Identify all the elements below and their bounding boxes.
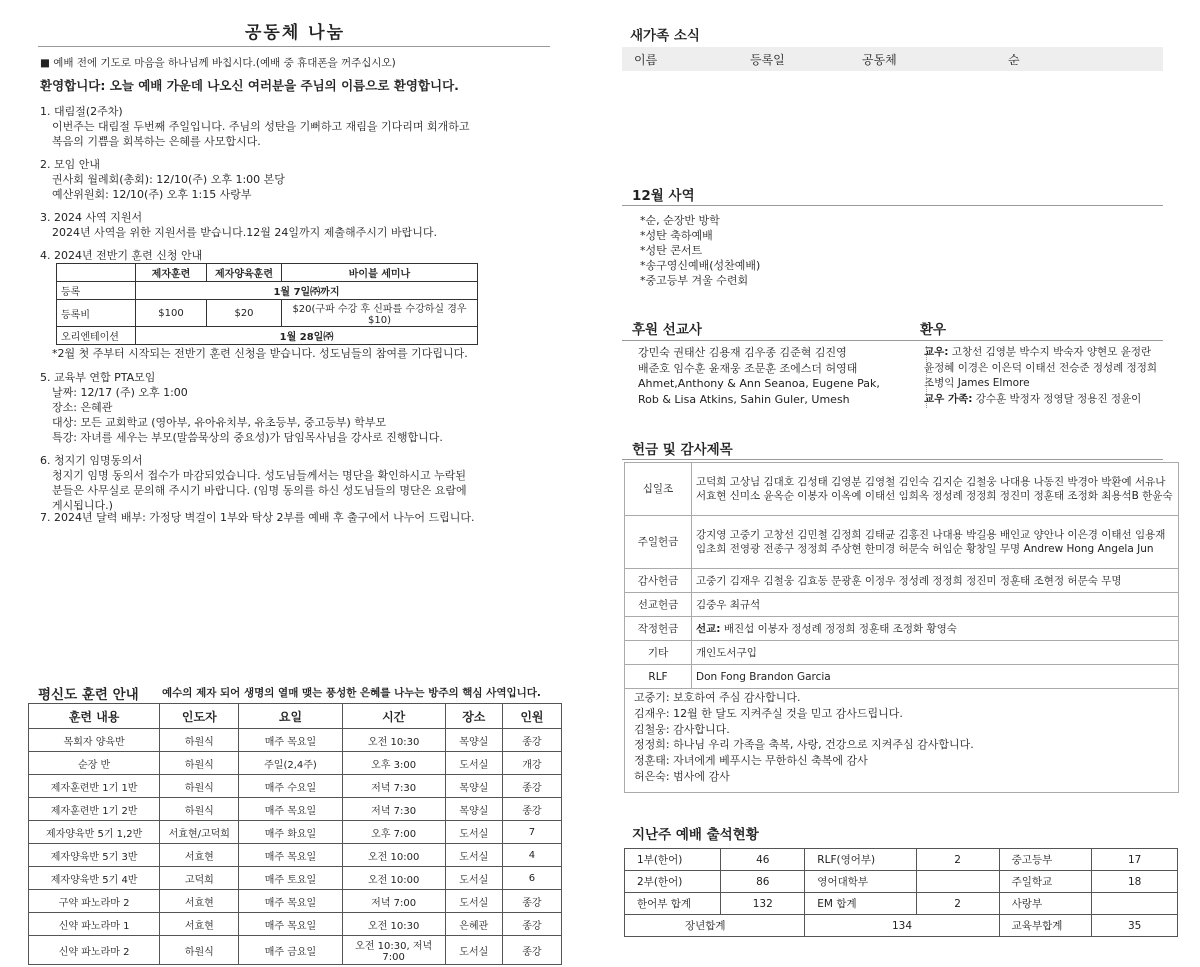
intro-note: ■ 예배 전에 기도로 마음을 하나님께 바칩시다.(예배 중 휴대폰을 꺼주십시오) <box>40 57 396 69</box>
thanks-line: 김철웅: 감사합니다. <box>634 722 730 736</box>
table-row <box>625 849 1178 871</box>
table-cell: 목양실 <box>445 775 502 798</box>
table-cell: 매주 목요일 <box>239 798 342 821</box>
offering-text: 배진섭 이봉자 정성례 정정희 정훈태 조정화 황영숙 <box>720 622 957 635</box>
offering-label: 감사헌금 <box>625 569 692 593</box>
list-item: 배준호 임수훈 윤재웅 조문훈 조에스더 허영태 <box>638 361 858 375</box>
announcement-item <box>40 370 580 445</box>
announcement-line: 대상: 모든 교회학교 (영아부, 유아유치부, 유초등부, 중고등부) 학부모 <box>52 416 387 429</box>
announcement-list <box>40 104 580 271</box>
table-row <box>29 729 562 752</box>
table-cell: 교육부합계 <box>999 915 1092 937</box>
table-cell: 종강 <box>502 798 561 821</box>
table-cell: 도서실 <box>445 821 502 844</box>
offering-label: 기타 <box>625 641 692 665</box>
table-cell: 개강 <box>502 752 561 775</box>
table-row <box>29 775 562 798</box>
table-cell: 한어부 합계 <box>625 893 721 915</box>
table-row <box>625 569 1179 593</box>
table-cell: 제자양육반 5기 1,2반 <box>29 821 160 844</box>
table-row <box>29 821 562 844</box>
offering-tag: 선교: <box>696 622 721 635</box>
list-label: 교우: <box>924 346 949 358</box>
table-cell: 매주 수요일 <box>239 775 342 798</box>
table-cell: 매주 목요일 <box>239 729 342 752</box>
table-cell: 4 <box>502 844 561 867</box>
announcement-heading: 5. 교육부 연합 PTA모임 <box>40 371 156 384</box>
table-cell: 신약 파노라마 2 <box>29 936 160 965</box>
training-section-title: 평신도 훈련 안내 <box>38 687 139 703</box>
list-item <box>924 361 1157 377</box>
table-cell: 제자훈련반 1기 1반 <box>29 775 160 798</box>
table-header: 장소 <box>445 704 502 729</box>
calendar-notice: 7. 2024년 달력 배부: 가정당 벽걸이 1부와 탁상 2부를 예배 후 출구에서 나누어 드립니다. <box>40 511 475 524</box>
table-row <box>625 463 1179 516</box>
offering-label: RLF <box>625 665 692 689</box>
table-row <box>29 913 562 936</box>
thanks-line: 정훈태: 자녀에게 베푸시는 무한하신 축복에 감사 <box>634 754 868 768</box>
divider <box>622 459 1163 460</box>
table-cell: 주일학교 <box>999 871 1092 893</box>
table-header: 제자양육훈련 <box>207 264 282 282</box>
table-cell: 오전 10:00 <box>342 867 445 890</box>
announcement-line: 2024년 사역을 위한 지원서를 받습니다.12월 24일까지 제출해주시기 바랍니다. <box>52 226 437 239</box>
announcement-line: 장소: 은혜관 <box>52 401 113 414</box>
table-cell: 2 <box>916 893 999 915</box>
table-cell <box>916 871 999 893</box>
table-row <box>625 617 1179 641</box>
december-title: 12월 사역 <box>632 188 695 204</box>
training-schedule-table <box>28 703 562 965</box>
table-cell: 순장 반 <box>29 752 160 775</box>
table-cell: 18 <box>1092 871 1178 893</box>
list-item: *성탄 콘서트 <box>640 244 703 257</box>
offering-names <box>692 617 1179 641</box>
list-item: *송구영신예배(성찬예배) <box>640 259 761 272</box>
offering-title: 헌금 및 감사제목 <box>632 442 733 458</box>
list-item: *성탄 축하예배 <box>640 229 713 242</box>
table-cell: 제자훈련반 1기 2반 <box>29 798 160 821</box>
offering-label: 선교헌금 <box>625 593 692 617</box>
table-cell: 도서실 <box>445 752 502 775</box>
table-cell: 매주 토요일 <box>239 867 342 890</box>
announcement-item <box>40 248 580 263</box>
announcement-item <box>40 104 580 149</box>
thanks-line: 김재우: 12월 한 달도 지켜주실 것을 믿고 감사드립니다. <box>634 706 903 720</box>
announcement-line: 날짜: 12/17 (주) 오후 1:00 <box>52 386 188 399</box>
announcement-heading: 1. 대림절(2주차) <box>40 105 123 118</box>
table-cell: 오전 10:30 <box>342 913 445 936</box>
table-cell: 종강 <box>502 775 561 798</box>
announcement-item <box>40 210 580 240</box>
announcement-line: 복음의 기쁨을 회복하는 은혜를 사모합시다. <box>52 135 261 148</box>
announcement-line: 이번주는 대림절 두번째 주일입니다. 주님의 성탄을 기뻐하고 재림을 기다리며 회개하고 <box>52 120 470 133</box>
col-group: 순 <box>1008 53 1020 67</box>
table-cell: 종강 <box>502 890 561 913</box>
row-label: 오리엔테이션 <box>57 327 136 345</box>
offering-names <box>692 569 1179 593</box>
table-cell: 오후 7:00 <box>342 821 445 844</box>
table-cell: 1월 7일㈜까지 <box>136 282 478 300</box>
attendance-title: 지난주 예배 출석현황 <box>632 827 759 843</box>
table-cell: 46 <box>721 849 805 871</box>
table-cell: 은혜관 <box>445 913 502 936</box>
training-section-subtitle: 예수의 제자 되어 생명의 열매 맺는 풍성한 은혜를 나누는 방주의 핵심 사역입니다. <box>162 687 541 699</box>
table-cell: 도서실 <box>445 890 502 913</box>
offering-text: 개인도서구입 <box>696 646 757 659</box>
table-cell: 하원식 <box>160 798 239 821</box>
table-cell: 134 <box>805 915 999 937</box>
table-row <box>625 516 1179 569</box>
table-cell: 오후 3:00 <box>342 752 445 775</box>
thanks-line: 정정희: 하나님 우리 가족을 축복, 사랑, 건강으로 지켜주심 감사합니다. <box>634 738 974 752</box>
thanks-line: 허은숙: 범사에 감사 <box>634 769 730 783</box>
table-header: 요일 <box>239 704 342 729</box>
table-row <box>625 665 1179 689</box>
table-cell: 사랑부 <box>999 893 1092 915</box>
row-label: 등록비 <box>57 300 136 327</box>
offering-label: 작정헌금 <box>625 617 692 641</box>
table-cell: 제자양육반 5기 4반 <box>29 867 160 890</box>
list-item: *중고등부 겨울 수련회 <box>640 274 749 287</box>
announcement-heading: 3. 2024 사역 지원서 <box>40 211 143 224</box>
list-text: 조병익 James Elmore <box>924 377 1030 389</box>
table-cell: $20 <box>207 300 282 327</box>
table-cell: 서효현/고덕희 <box>160 821 239 844</box>
table-cell: 종강 <box>502 913 561 936</box>
table-cell: 7 <box>502 821 561 844</box>
table-cell: 매주 목요일 <box>239 844 342 867</box>
table-header: 시간 <box>342 704 445 729</box>
announcement-line: 예산위원회: 12/10(주) 오후 1:15 사랑부 <box>52 188 252 201</box>
table-row <box>29 798 562 821</box>
table-cell: 제자양육반 5기 3반 <box>29 844 160 867</box>
table-cell: 서효현 <box>160 913 239 936</box>
table-cell: 하원식 <box>160 729 239 752</box>
table-cell: 도서실 <box>445 936 502 965</box>
announcement-line: 특강: 자녀를 세우는 부모(말씀묵상의 중요성)가 담임목사님을 강사로 진행합니다. <box>52 431 443 444</box>
table-cell: 2 <box>916 849 999 871</box>
announcement-list-2 <box>40 370 580 521</box>
title-divider <box>38 46 550 47</box>
table-header: 훈련 내용 <box>29 704 160 729</box>
offering-text: 김중우 최규석 <box>696 598 761 611</box>
table-cell: 저녁 7:00 <box>342 890 445 913</box>
offering-label: 십일조 <box>625 463 692 516</box>
thanks-list <box>634 690 974 785</box>
table-corner <box>57 264 136 282</box>
announcement-heading: 2. 모임 안내 <box>40 158 100 171</box>
list-item: 강민숙 권태산 김용재 김우종 김준혁 김진영 <box>638 346 847 359</box>
announcement-line: 게시됩니다.) <box>52 499 113 512</box>
training-note: *2월 첫 주부터 시작되는 전반기 훈련 신청을 받습니다. 성도님들의 참여를 기다립니다. <box>52 347 468 360</box>
sick-list <box>924 345 1157 407</box>
offering-text: 고덕희 고상님 김대호 김성태 김영분 김영철 김인숙 김지순 김철웅 나대용 나동진 박경아 박환예 서유나 서효현 신미소 윤옥순 이봉자 이옥예 이태선 임희옥 정성례 정정희 정진미 정훈태 조정화 최용석B 한윤숙 <box>696 476 1173 502</box>
table-cell: 서효현 <box>160 890 239 913</box>
attendance-table <box>624 848 1178 937</box>
training-registration-table <box>56 263 478 345</box>
table-cell: 중고등부 <box>999 849 1092 871</box>
table-row <box>29 844 562 867</box>
table-cell: 하원식 <box>160 752 239 775</box>
list-item: Rob & Lisa Atkins, Sahin Guler, Umesh <box>638 392 850 406</box>
table-cell: 오전 10:30 <box>342 729 445 752</box>
list-item: *순, 순장반 방학 <box>640 214 720 227</box>
table-row <box>625 593 1179 617</box>
table-cell: $100 <box>136 300 207 327</box>
new-family-title: 새가족 소식 <box>630 28 700 44</box>
missionary-list <box>638 345 880 407</box>
thanks-line: 고중기: 보호하여 주심 감사합니다. <box>634 691 801 704</box>
december-list <box>640 213 760 288</box>
table-row <box>29 890 562 913</box>
table-row <box>625 871 1178 893</box>
divider <box>622 205 1163 206</box>
table-cell: 오전 10:30, 저녁 7:00 <box>342 936 445 965</box>
table-header: 인도자 <box>160 704 239 729</box>
offering-text: 강지영 고중기 고창선 김민철 김정희 김태균 김홍진 나대용 박길용 배인교 양안나 이은경 이태선 임용재 임초희 전영광 전종구 정정희 주상현 한미경 허문숙 허임순 황창일 무명 Andrew Hong Angela Jun <box>696 529 1166 555</box>
col-community: 공동체 <box>862 53 897 67</box>
table-cell: EM 합계 <box>805 893 916 915</box>
divider <box>622 340 1163 341</box>
table-header: 인원 <box>502 704 561 729</box>
table-cell: 17 <box>1092 849 1178 871</box>
col-name: 이름 <box>634 53 658 67</box>
table-cell <box>1092 893 1178 915</box>
table-cell: 1부(한어) <box>625 849 721 871</box>
table-cell: 목양실 <box>445 798 502 821</box>
table-cell: 6 <box>502 867 561 890</box>
table-cell: 매주 화요일 <box>239 821 342 844</box>
table-cell: 저녁 7:30 <box>342 775 445 798</box>
col-date: 등록일 <box>750 53 785 67</box>
table-cell: 35 <box>1092 915 1178 937</box>
list-item <box>924 392 1157 408</box>
table-cell: 매주 목요일 <box>239 913 342 936</box>
announcement-item <box>40 453 580 513</box>
list-text: 윤정혜 이경은 이은덕 이태선 전승준 정성례 정정희 <box>924 361 1158 374</box>
table-row <box>29 867 562 890</box>
announcement-line: 분들은 사무실로 문의해 주시기 바랍니다. (임명 동의를 하신 성도님들의 명단은 요람에 <box>52 484 467 497</box>
welcome-message: 환영합니다: 오늘 예배 가운데 나오신 여러분을 주님의 이름으로 환영합니다. <box>40 78 459 93</box>
list-item: Ahmet,Anthony & Ann Seanoa, Eugene Pak, <box>638 377 880 390</box>
table-cell: 목양실 <box>445 729 502 752</box>
announcement-heading: 6. 청지기 임명동의서 <box>40 454 143 467</box>
table-cell: 저녁 7:30 <box>342 798 445 821</box>
announcement-item <box>40 157 580 202</box>
table-cell: 도서실 <box>445 844 502 867</box>
table-row <box>625 915 1178 937</box>
offering-names <box>692 593 1179 617</box>
table-cell: 구약 파노라마 2 <box>29 890 160 913</box>
table-cell: 86 <box>721 871 805 893</box>
offering-table <box>624 462 1179 689</box>
table-cell: 하원식 <box>160 775 239 798</box>
offering-names <box>692 516 1179 569</box>
list-item <box>924 345 1157 361</box>
offering-label: 주일헌금 <box>625 516 692 569</box>
table-cell: $20(구파 수강 후 신파를 수강하실 경우 $10) <box>282 300 478 327</box>
table-row <box>29 936 562 965</box>
table-cell: 서효현 <box>160 844 239 867</box>
table-cell: 132 <box>721 893 805 915</box>
table-header: 바이블 세미나 <box>282 264 478 282</box>
table-row <box>29 752 562 775</box>
table-cell: 도서실 <box>445 867 502 890</box>
table-cell: 매주 금요일 <box>239 936 342 965</box>
page-title: 공동체 나눔 <box>244 23 346 43</box>
sick-title: 환우 <box>920 322 947 338</box>
new-family-header <box>622 47 1163 71</box>
table-cell: 2부(한어) <box>625 871 721 893</box>
table-cell: 종강 <box>502 936 561 965</box>
list-label: 교우 가족: <box>924 392 973 405</box>
announcement-line: 청지기 임명 동의서 접수가 마감되었습니다. 성도님들께서는 명단을 확인하시고 누락된 <box>52 469 467 482</box>
announcement-line: 권사회 월례회(총회): 12/10(주) 오후 1:00 본당 <box>52 173 285 186</box>
table-row <box>625 641 1179 665</box>
table-cell: 영어대학부 <box>805 871 916 893</box>
list-text: 고창선 김영분 박수지 박숙자 양현모 윤정란 <box>948 346 1152 358</box>
offering-names <box>692 665 1179 689</box>
table-cell: 장년합계 <box>625 915 805 937</box>
table-cell: 오전 10:00 <box>342 844 445 867</box>
announcement-heading: 4. 2024년 전반기 훈련 신청 안내 <box>40 249 203 262</box>
table-cell: 1월 28일㈜ <box>136 327 478 345</box>
table-cell: 신약 파노라마 1 <box>29 913 160 936</box>
missionary-title: 후원 선교사 <box>632 322 702 338</box>
offering-text: 고중기 김재우 김철웅 김효동 문광훈 이정우 정성례 정정희 정진미 정훈태 조현정 허문숙 무명 <box>696 574 1122 587</box>
table-header: 제자훈련 <box>136 264 207 282</box>
table-cell: RLF(영어부) <box>805 849 916 871</box>
list-item <box>924 376 1157 392</box>
table-cell: 목회자 양육반 <box>29 729 160 752</box>
offering-names <box>692 463 1179 516</box>
table-row <box>625 893 1178 915</box>
table-cell: 주일(2,4주) <box>239 752 342 775</box>
offering-names <box>692 641 1179 665</box>
table-cell: 종강 <box>502 729 561 752</box>
table-cell: 고덕희 <box>160 867 239 890</box>
row-label: 등록 <box>57 282 136 300</box>
list-text: 강수훈 박정자 정영달 정용진 정윤이 <box>972 392 1142 405</box>
offering-text: Don Fong Brandon Garcia <box>696 670 831 683</box>
table-cell: 하원식 <box>160 936 239 965</box>
table-cell: 매주 목요일 <box>239 890 342 913</box>
